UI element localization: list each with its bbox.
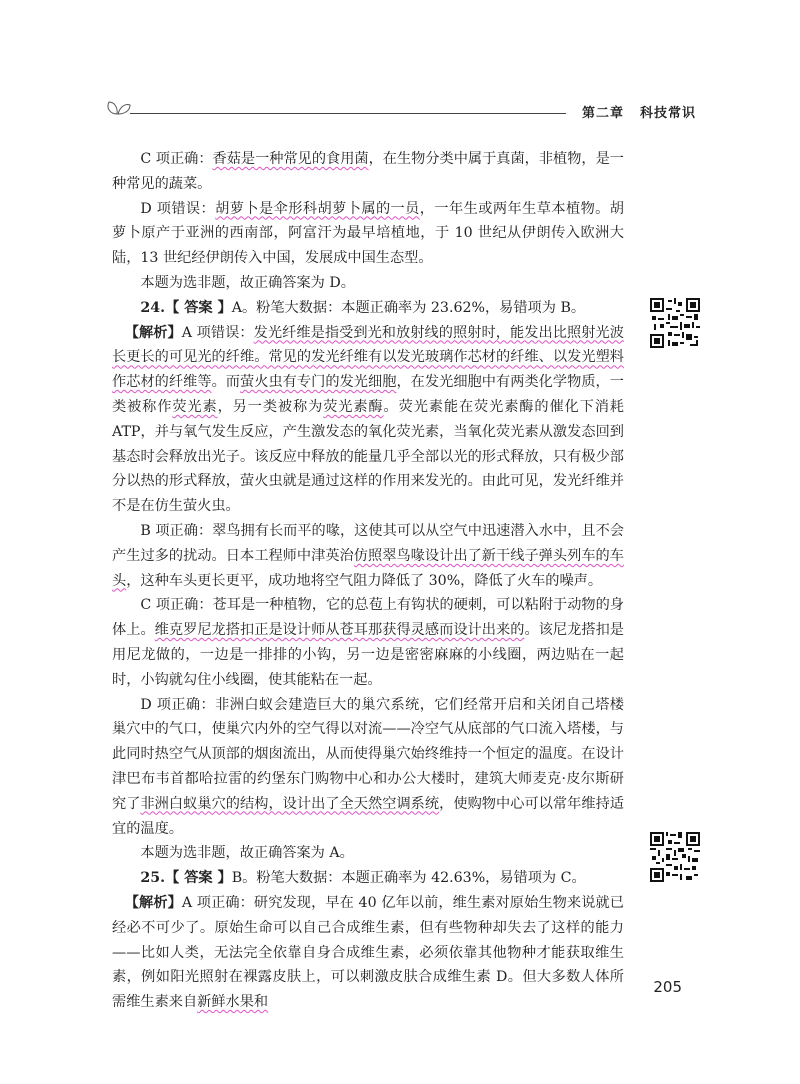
header-rule	[130, 113, 566, 114]
chapter-title	[582, 102, 696, 121]
page-number: 205	[653, 978, 682, 996]
q25-answer: 25.【 答案 】B。粉笔大数据：本题正确率为 42.63%，易错项为 C。	[140, 870, 586, 887]
highlight: 仿照翠鸟喙设计出了新干线子弹头列车的车头	[112, 547, 624, 589]
paragraph-d-option: D 项错误：胡萝卜是伞形科胡萝卜属的一员，一年生或两年生草本植物。胡萝卜原产于亚洲的西南部，阿富汗为最早培植地，于 10 世纪从伊朗传入欧洲大陆，13 世纪经伊朗传入中国，发展成中国生态型。	[112, 200, 624, 267]
paragraph-conclusion-23: 本题为选非题，故正确答案为 D。	[140, 274, 355, 291]
q24-analysis-b: B 项正确：翠鸟拥有长而平的喙，这使其可以从空气中迅速潜入水中，且不会产生过多的扰动。日本工程师中津英治仿照翠鸟喙设计出了新干线子弹头列车的车头，这种车头更长更平，成功地将空气阻力降低了 30%，降低了火车的噪声。	[112, 522, 624, 589]
chapter-label: 第二章	[581, 106, 624, 121]
highlight: 荧光素酶	[323, 398, 384, 415]
q25-analysis-a: 【解析】A 项正确：研究发现，早在 40 亿年以前，维生素对原始生物来说就已经必不可少了。原始生命可以自己合成维生素，但有些物种却失去了这样的能力——比如人类，无法完全依靠自身合成维生素，必须依靠其他物种才能获取维生素，例如阳光照射在裸露皮肤上，可以刺激皮肤合成维生素 D。但大多数人体所需维生素来自新鲜水果和	[112, 894, 624, 1011]
highlight: 发光纤维是指受到光和放射线的照射时，能发出比照射光波长更长的可见光的纤维。常见的发光纤维有以发光玻璃作芯材的纤维、以发光塑料作芯材的纤维等	[112, 324, 624, 391]
chapter-subject: 科技常识	[639, 106, 696, 121]
highlight: 香菇是一种常见的食用菌	[212, 151, 369, 167]
paragraph-conclusion-24: 本题为选非题，故正确答案为 A。	[140, 845, 354, 862]
qr-code-q25[interactable]	[650, 832, 700, 882]
highlight: 非洲白蚁巢穴的结构，设计出了全天然空调系统	[140, 795, 440, 812]
qr-code-icon	[650, 298, 700, 348]
highlight: 胡萝卜是伞形科胡萝卜属的一员	[215, 200, 420, 217]
q24-analysis-a: 【解析】A 项错误：发光纤维是指受到光和放射线的照射时，能发出比照射光波长更长的可见光的纤维。常见的发光纤维有以发光玻璃作芯材的纤维、以发光塑料作芯材的纤维等。而萤火虫有专门的发光细胞，在发光细胞中有两类化学物质，一类被称作荧光素，另一类被称为荧光素酶。荧光素能在荧光素酶的催化下消耗 ATP，并与氧气发生反应，产生激发态的氧化荧光素，当氧化荧光素从激发态回到基态时会释放出光子。该反应中释放的能量几乎全部以光的形式释放，只有极少部分以热的形式释放，萤火虫就是通过这样的作用来发光的。由此可见，发光纤维并不是在仿生萤火虫。	[112, 324, 624, 515]
sprout-icon	[104, 98, 132, 118]
highlight: 萤火虫有专门的发光细胞	[240, 374, 397, 391]
q24-answer: 24.【 答案 】A。粉笔大数据：本题正确率为 23.62%，易错项为 B。	[140, 299, 586, 316]
qr-code-q24[interactable]	[650, 298, 700, 348]
page-body	[112, 147, 624, 1015]
highlight: 荧光素	[172, 398, 218, 415]
highlight: 新鲜水果和	[197, 994, 269, 1011]
page-header	[104, 98, 696, 120]
q24-analysis-c: C 项正确：苍耳是一种植物，它的总苞上有钩状的硬刺，可以粘附于动物的身体上。维克罗尼龙搭扣正是设计师从苍耳那获得灵感而设计出来的。该尼龙搭扣是用尼龙做的，一边是一排排的小钩，另一边是密密麻麻的小线圈，两边贴在一起时，小钩就勾住小线圈，使其能粘在一起。	[112, 597, 624, 688]
q24-analysis-d: D 项正确：非洲白蚁会建造巨大的巢穴系统，它们经常开启和关闭自己塔楼巢穴中的气口，使巢穴内外的空气得以对流——冷空气从底部的气口流入塔楼，与此同时热空气从顶部的烟囱流出，从而使得巢穴始终维持一个恒定的温度。在设计津巴布韦首都哈拉雷的约堡东门购物中心和办公大楼时，建筑大师麦克·皮尔斯研究了非洲白蚁巢穴的结构，设计出了全天然空调系统，使购物中心可以常年维持适宜的温度。	[112, 696, 624, 837]
highlight: 维克罗尼龙搭扣正是设计师从苍耳那获得灵感而设计出来的	[154, 622, 525, 639]
qr-code-icon	[650, 832, 700, 882]
paragraph-c-option: C 项正确：香菇是一种常见的食用菌，在生物分类中属于真菌，非植物，是一种常见的蔬菜。	[112, 151, 624, 192]
